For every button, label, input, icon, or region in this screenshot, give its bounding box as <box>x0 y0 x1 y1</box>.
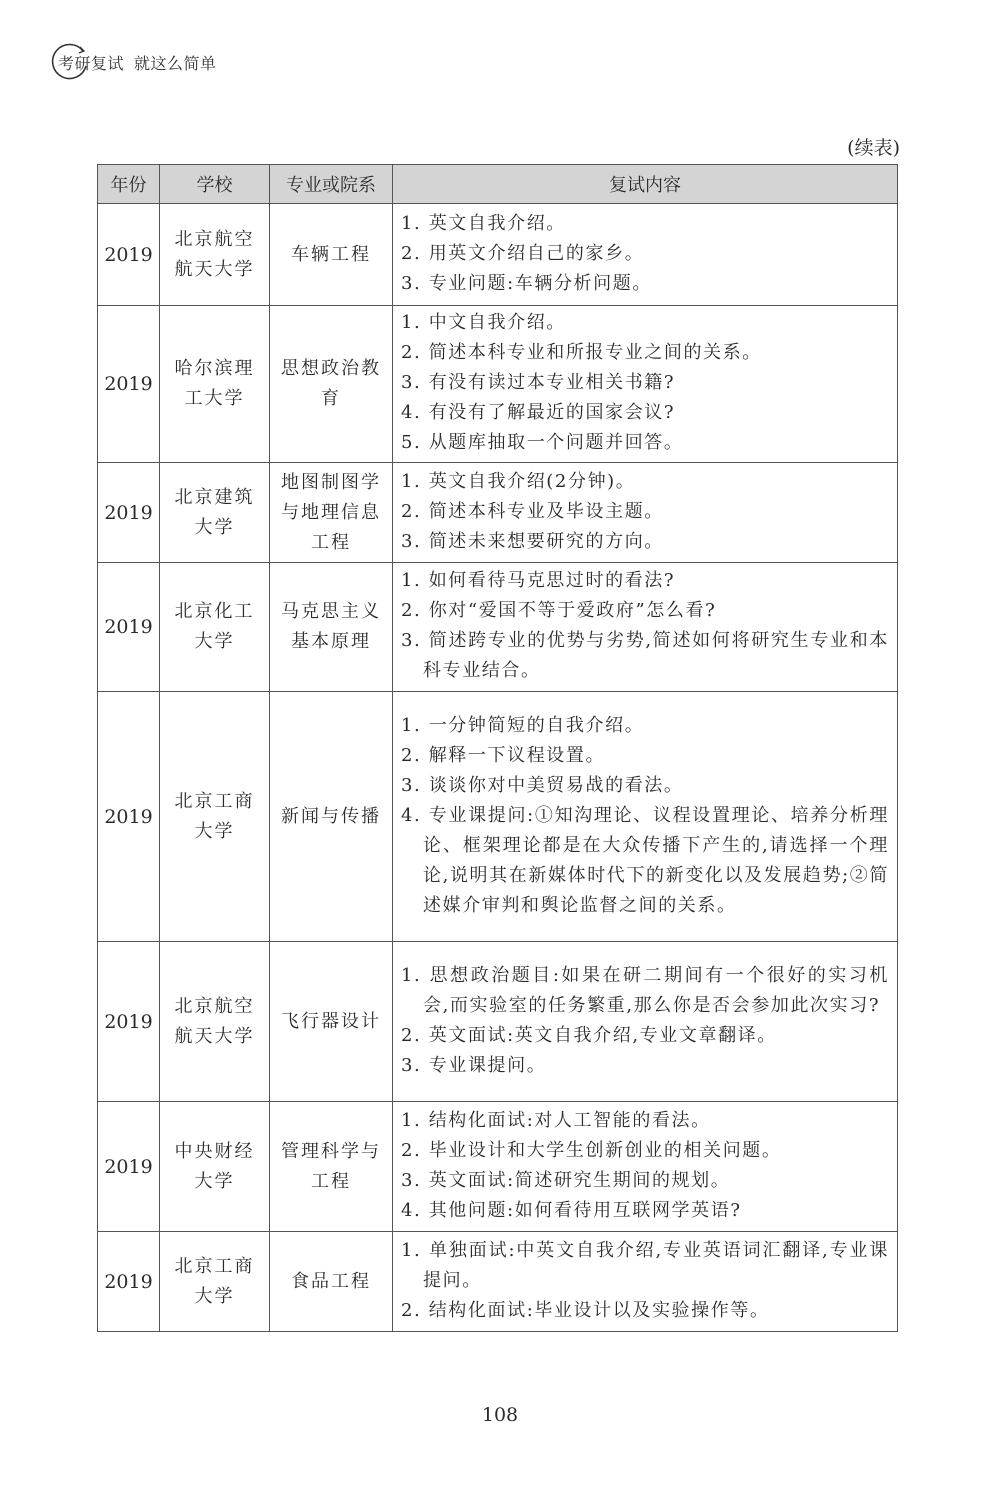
column-header-content: 复试内容 <box>393 165 898 204</box>
content-item: 3. 简述未来想要研究的方向。 <box>401 530 664 552</box>
logo-text <box>50 51 217 74</box>
year-cell: 2019 <box>98 942 160 1102</box>
content-cell <box>393 463 898 563</box>
table-row <box>98 1232 898 1332</box>
content-cell <box>393 204 898 306</box>
continued-label: (续表) <box>847 137 900 159</box>
content-cell <box>393 1232 898 1332</box>
major-cell: 食品工程 <box>270 1232 393 1332</box>
table-header-row <box>98 165 898 204</box>
major-cell: 飞行器设计 <box>270 942 393 1102</box>
content-cell <box>393 942 898 1102</box>
content-item: 3. 专业问题:车辆分析问题。 <box>401 272 652 294</box>
content-item: 5. 从题库抽取一个问题并回答。 <box>401 432 684 453</box>
column-header-major: 专业或院系 <box>270 165 393 204</box>
content-cell <box>393 306 898 463</box>
content-item: 4. 专业课提问:①知沟理论、议程设置理论、培养分析理论、框架理论都是在大众传播下产生的,请选择一个理论,说明其在新媒体时代下的新变化以及发展趋势;②简述媒介审判和舆论监督之间的关系。 <box>401 804 889 916</box>
content-item: 4. 其他问题:如何看待用互联网学英语? <box>401 1199 742 1221</box>
table-row <box>98 563 898 692</box>
table-row <box>98 1102 898 1232</box>
header-brand: 考研复试 <box>58 53 125 73</box>
content-item: 1. 结构化面试:对人工智能的看法。 <box>401 1109 711 1131</box>
content-cell <box>393 1102 898 1232</box>
year-cell: 2019 <box>98 563 160 692</box>
year-cell: 2019 <box>98 692 160 942</box>
school-cell: 北京航空航天大学 <box>160 942 270 1102</box>
content-item: 2. 简述本科专业和所报专业之间的关系。 <box>401 342 762 363</box>
table-body <box>98 204 898 1332</box>
content-item: 3. 英文面试:简述研究生期间的规划。 <box>401 1169 731 1191</box>
content-item: 1. 中文自我介绍。 <box>401 312 566 333</box>
page-number: 108 <box>481 1404 519 1426</box>
table-row <box>98 692 898 942</box>
major-cell: 马克思主义基本原理 <box>270 563 393 692</box>
content-item: 1. 如何看待马克思过时的看法? <box>401 570 676 591</box>
year-cell: 2019 <box>98 306 160 463</box>
column-header-year: 年份 <box>98 165 160 204</box>
content-item: 3. 简述跨专业的优势与劣势,简述如何将研究生专业和本科专业结合。 <box>401 630 889 681</box>
year-cell: 2019 <box>98 204 160 306</box>
school-cell: 哈尔滨理工大学 <box>160 306 270 463</box>
content-item: 2. 英文面试:英文自我介绍,专业文章翻译。 <box>401 1024 777 1046</box>
school-cell: 北京建筑大学 <box>160 463 270 563</box>
content-item: 3. 谈谈你对中美贸易战的看法。 <box>401 774 684 796</box>
header-slogan: 就这么简单 <box>134 53 217 73</box>
major-cell: 管理科学与工程 <box>270 1102 393 1232</box>
content-item: 4. 有没有了解最近的国家会议? <box>401 402 676 423</box>
content-item: 1. 英文自我介绍(2分钟)。 <box>401 470 636 492</box>
school-cell: 北京工商大学 <box>160 1232 270 1332</box>
major-cell: 思想政治教育 <box>270 306 393 463</box>
content-cell <box>393 563 898 692</box>
table-row <box>98 306 898 463</box>
content-item: 2. 你对“爱国不等于爱政府”怎么看? <box>401 600 717 621</box>
content-item: 2. 毕业设计和大学生创新创业的相关问题。 <box>401 1139 782 1161</box>
major-cell: 新闻与传播 <box>270 692 393 942</box>
table-row <box>98 463 898 563</box>
content-item: 1. 单独面试:中英文自我介绍,专业英语词汇翻译,专业课提问。 <box>401 1239 889 1291</box>
interview-table <box>97 164 898 1332</box>
table-row <box>98 204 898 306</box>
content-item: 3. 有没有读过本专业相关书籍? <box>401 372 676 393</box>
school-cell: 北京工商大学 <box>160 692 270 942</box>
content-item: 2. 结构化面试:毕业设计以及实验操作等。 <box>401 1299 770 1321</box>
page-header <box>50 42 217 82</box>
year-cell: 2019 <box>98 463 160 563</box>
content-item: 1. 思想政治题目:如果在研二期间有一个很好的实习机会,而实验室的任务繁重,那么你是否会参加此次实习? <box>401 964 889 1016</box>
year-cell: 2019 <box>98 1232 160 1332</box>
content-item: 1. 英文自我介绍。 <box>401 212 566 234</box>
column-header-school: 学校 <box>160 165 270 204</box>
content-item: 2. 用英文介绍自己的家乡。 <box>401 242 645 264</box>
content-item: 3. 专业课提问。 <box>401 1054 547 1076</box>
year-cell: 2019 <box>98 1102 160 1232</box>
content-cell <box>393 692 898 942</box>
content-item: 2. 解释一下议程设置。 <box>401 744 606 766</box>
school-cell: 北京化工大学 <box>160 563 270 692</box>
content-item: 1. 一分钟简短的自我介绍。 <box>401 714 645 736</box>
major-cell: 车辆工程 <box>270 204 393 306</box>
major-cell: 地图制图学与地理信息工程 <box>270 463 393 563</box>
school-cell: 中央财经大学 <box>160 1102 270 1232</box>
content-item: 2. 简述本科专业及毕设主题。 <box>401 500 664 522</box>
table-row <box>98 942 898 1102</box>
school-cell: 北京航空航天大学 <box>160 204 270 306</box>
logo <box>50 42 217 82</box>
